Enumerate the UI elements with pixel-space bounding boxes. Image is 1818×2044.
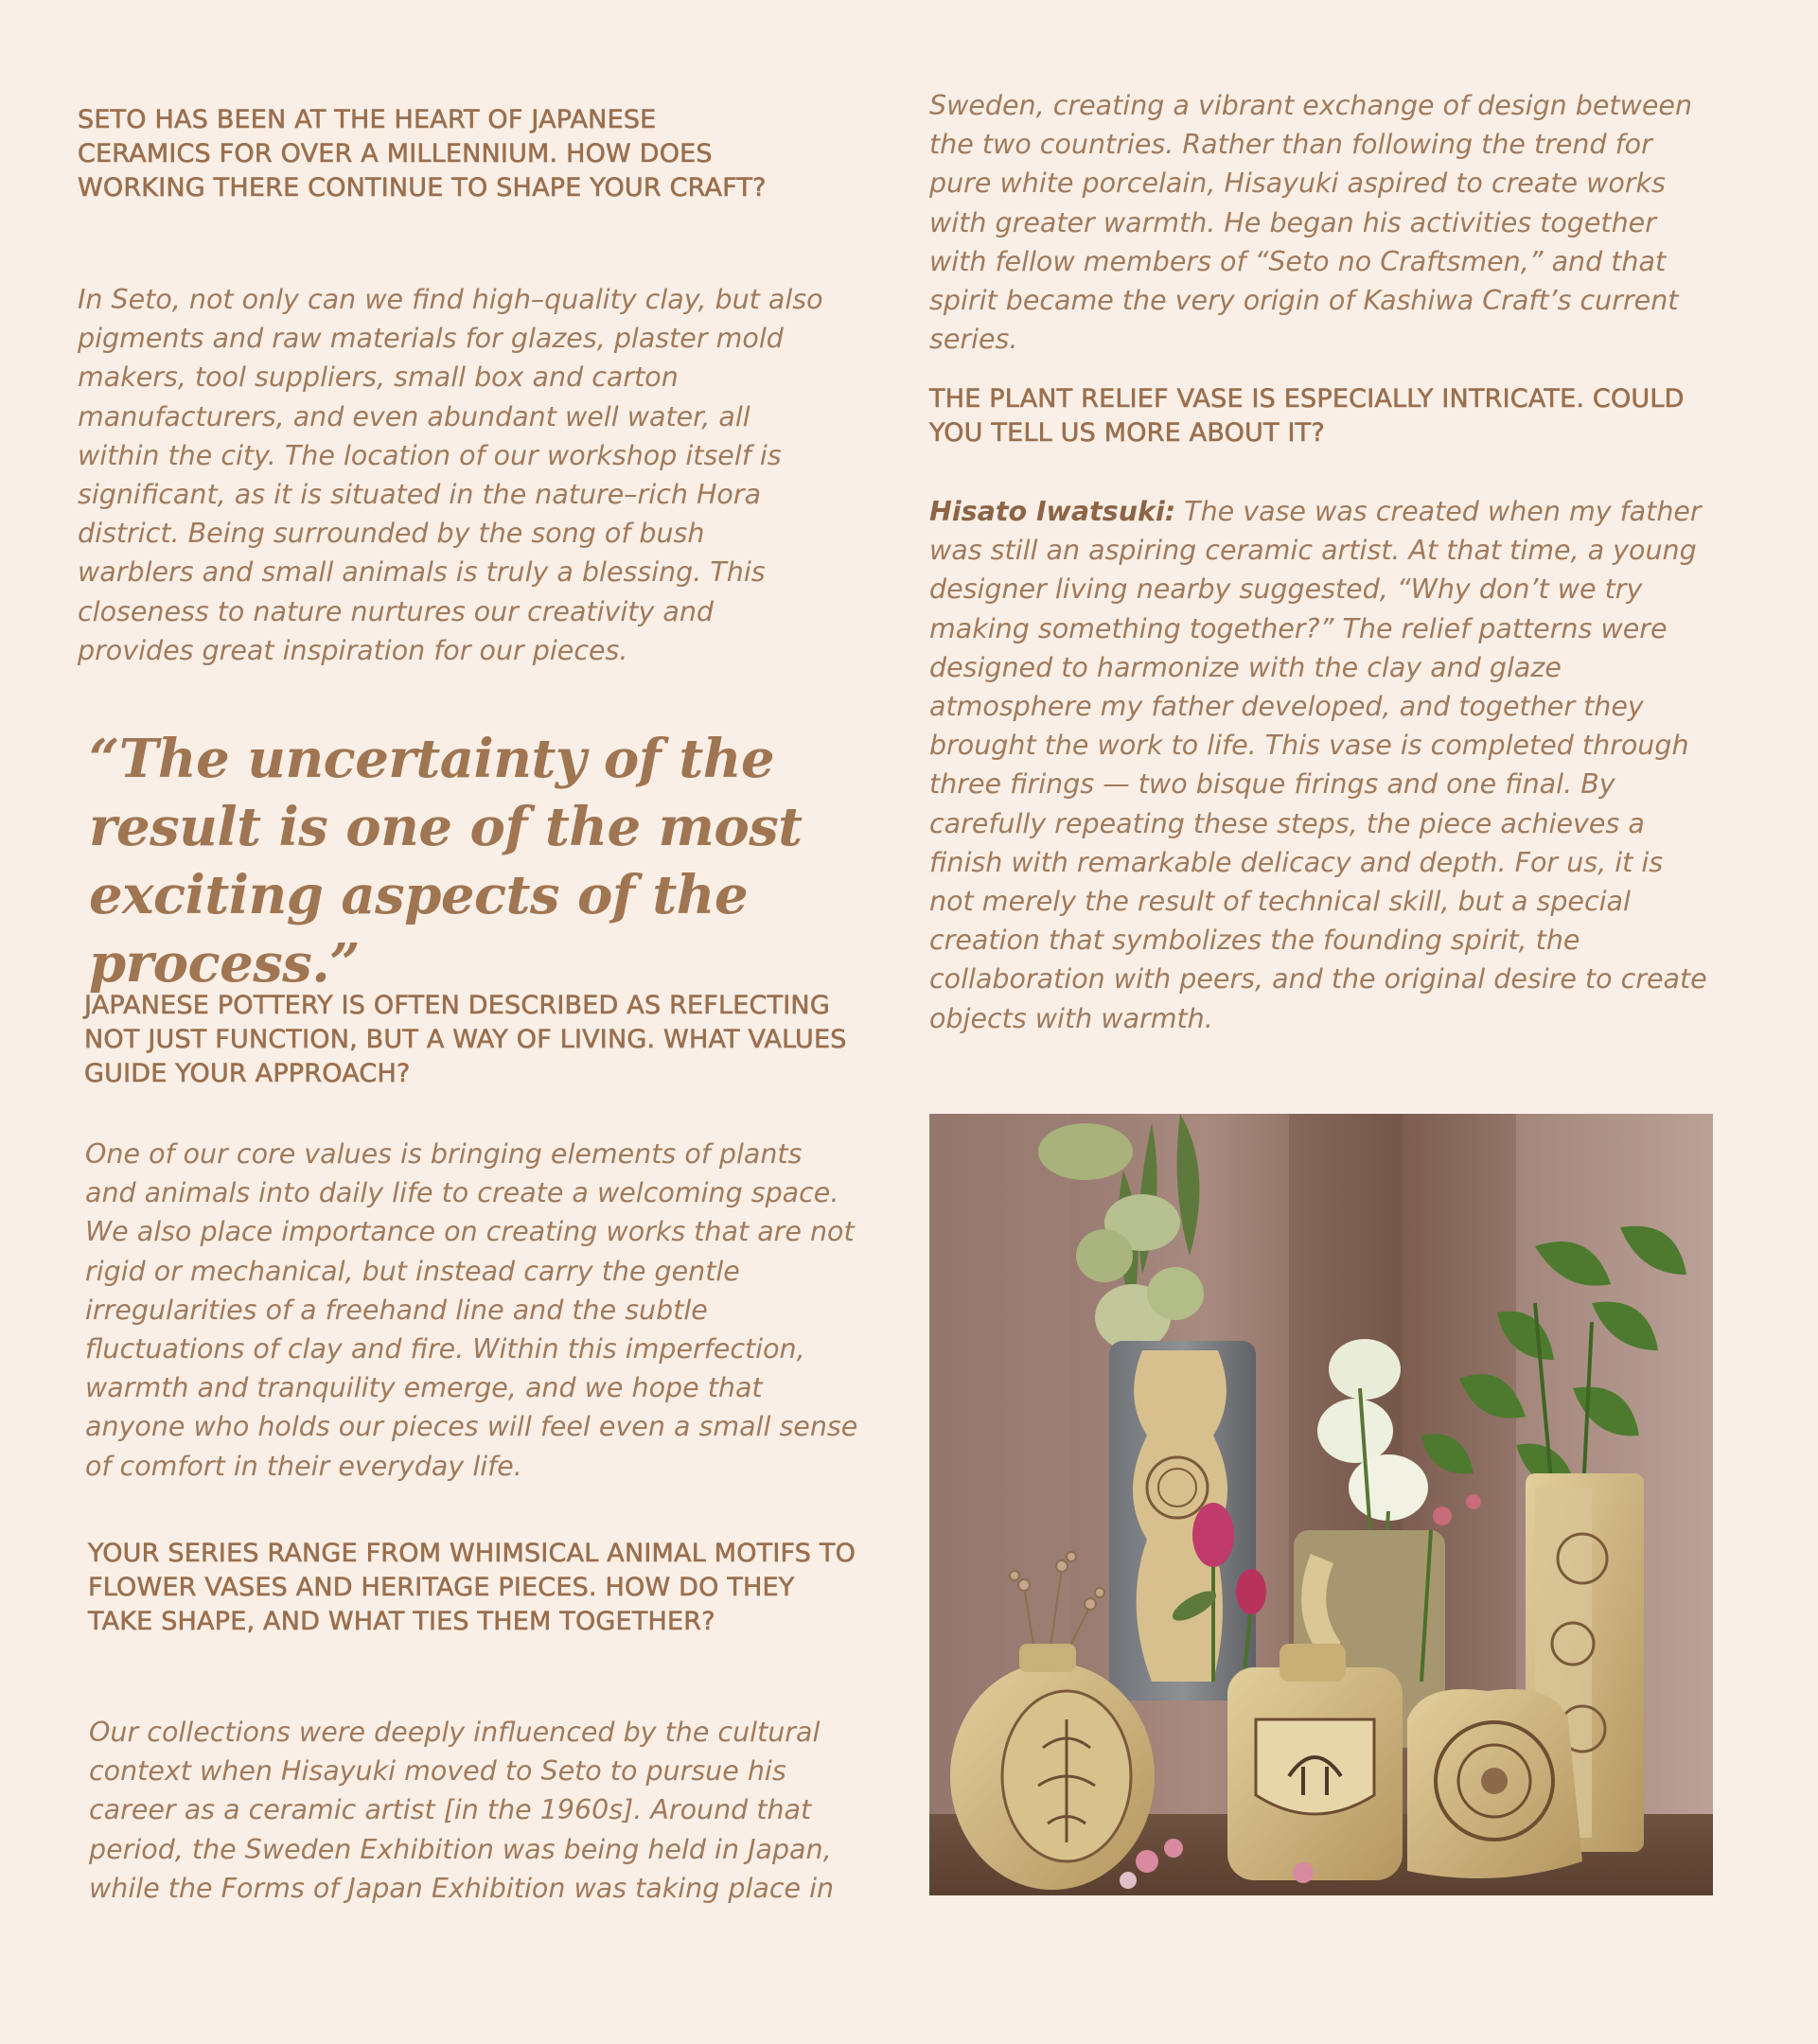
vases-photo (929, 1114, 1713, 1895)
pull-quote: “The uncertainty of the result is one of the most exciting aspects of the process.” (89, 728, 803, 995)
answer-paragraph-series: Our collections were deeply influenced by the cultural context when Hisayuki moved to Seto to pursue his career as a ceramic artist [in the 1960s]. Around that period, the Sweden Exhibition was being held in Japan, while the Forms of Japan Exhibition was taking place in (89, 1717, 835, 1904)
speaker-name: Hisato Iwatsuki: (929, 496, 1176, 527)
answer-paragraph-values: One of our core values is bringing elements of plants and animals into daily life to create a welcoming space. We also place importance on creating works that are not rigid or mechanical, but instead carry the gentle irregularities of a freehand line and the subtle fluctuations of clay and fire. Within this imperfection, warmth and tranquility emerge, and we hope that anyone who holds our pieces will feel even a small sense of comfort in their everyday life. (85, 1138, 858, 1482)
answer-text: The vase was created when my father was still an aspiring ceramic artist. At that time, a young designer living nearby suggested, “Why don’t we try making something together?” The relief patterns were designed to harmonize with the clay and glaze atmosphere my father developed, and together they brought the work to life. This vase is completed through three firings — two bisque firings and one final. By carefully repeating these steps, the piece achieves a finish with remarkable delicacy and depth. For us, it is not merely the result of technical skill, but a special creation that symbolizes the founding spirit, the collaboration with peers, and the original desire to create objects with warmth. (929, 496, 1707, 1034)
question-heading-series: YOUR SERIES RANGE FROM WHIMSICAL ANIMAL MOTIFS TO FLOWER VASES AND HERITAGE PIECES. HOW DO THEY TAKE SHAPE, AND WHAT TIES THEM TOGETHER? (88, 1539, 856, 1636)
question-heading-seto: SETO HAS BEEN AT THE HEART OF JAPANESE CERAMICS FOR OVER A MILLENNIUM. HOW DOES WORKING THERE CONTINUE TO SHAPE YOUR CRAFT? (78, 105, 767, 203)
question-heading-values: JAPANESE POTTERY IS OFTEN DESCRIBED AS REFLECTING NOT JUST FUNCTION, BUT A WAY OF LIVING. WHAT VALUES GUIDE YOUR APPROACH? (84, 991, 847, 1088)
answer-paragraph-seto: In Seto, not only can we find high–quality clay, but also pigments and raw materials for glazes, plaster mold makers, tool suppliers, small box and carton manufacturers, and even abundant well water, all within the city. The location of our workshop itself is significant, as it is situated in the nature–rich Hora district. Being surrounded by the song of bush warblers and small animals is truly a blessing. This closeness to nature nurtures our creativity and provides great inspiration for our pieces. (78, 284, 823, 666)
question-heading-plant-relief-vase: THE PLANT RELIEF VASE IS ESPECIALLY INTRICATE. COULD YOU TELL US MORE ABOUT IT? (929, 384, 1685, 448)
answer-paragraph-series-continued: Sweden, creating a vibrant exchange of design between the two countries. Rather than following the trend for pure white porcelain, Hisayuki aspired to create works with greater warmth. He began his activities together with fellow members of “Seto no Craftsmen,” and that spirit became the very origin of Kashiwa Craft’s current series. (929, 90, 1693, 356)
answer-paragraph-plant-relief-vase (929, 492, 1715, 1038)
